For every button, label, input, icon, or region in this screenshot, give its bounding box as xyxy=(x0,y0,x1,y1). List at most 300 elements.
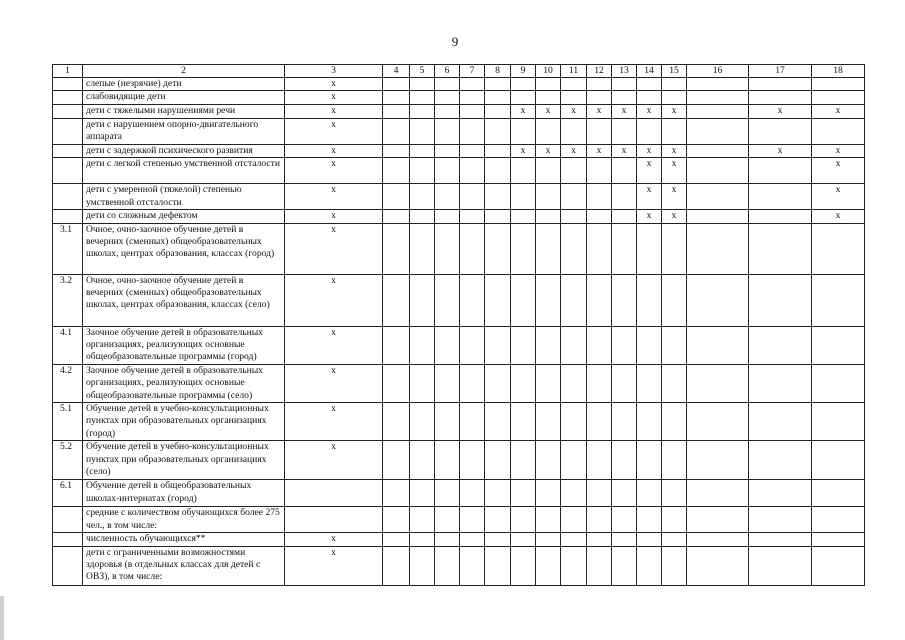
cell-col-6 xyxy=(435,78,460,91)
cell-col-4 xyxy=(383,210,410,223)
cell-col-5 xyxy=(410,533,435,546)
cell-col-15: x xyxy=(662,144,687,157)
cell-col-3: x xyxy=(285,104,383,118)
cell-col-17 xyxy=(749,78,812,91)
cell-col-15 xyxy=(662,441,687,480)
cell-col-16 xyxy=(687,507,749,533)
row-description: Очное, очно-заочное обучение детей в вечерних (сменных) общеобразовательных школах, центрах образования, классах (город) xyxy=(83,223,285,274)
column-header-4: 4 xyxy=(383,65,410,78)
cell-col-12 xyxy=(587,533,612,546)
cell-col-16 xyxy=(687,441,749,480)
cell-col-11 xyxy=(561,91,587,104)
cell-col-14: x xyxy=(637,158,662,184)
cell-col-8 xyxy=(485,184,511,210)
row-description: Очное, очно-заочное обучение детей в вечерних (сменных) общеобразовательных школах, центрах образования, классах (село) xyxy=(83,274,285,326)
cell-col-14 xyxy=(637,118,662,144)
cell-col-3: x xyxy=(285,91,383,104)
table-row xyxy=(53,78,865,91)
cell-col-18 xyxy=(812,546,865,585)
cell-col-12 xyxy=(587,223,612,274)
cell-col-18: x xyxy=(812,210,865,223)
cell-col-11 xyxy=(561,364,587,402)
cell-col-5 xyxy=(410,441,435,480)
table-row xyxy=(53,104,865,118)
cell-col-9 xyxy=(511,210,536,223)
cell-col-10 xyxy=(536,158,561,184)
cell-col-11 xyxy=(561,78,587,91)
cell-col-5 xyxy=(410,118,435,144)
cell-col-3: x xyxy=(285,533,383,546)
cell-col-15 xyxy=(662,118,687,144)
cell-col-8 xyxy=(485,78,511,91)
cell-col-16 xyxy=(687,78,749,91)
row-description: дети с тяжелыми нарушениями речи xyxy=(83,104,285,118)
cell-col-3: x xyxy=(285,326,383,364)
table-row xyxy=(53,364,865,402)
cell-col-14 xyxy=(637,326,662,364)
cell-col-13 xyxy=(612,223,637,274)
cell-col-10 xyxy=(536,223,561,274)
cell-col-10 xyxy=(536,480,561,507)
cell-col-16 xyxy=(687,403,749,441)
cell-col-4 xyxy=(383,533,410,546)
cell-col-14 xyxy=(637,223,662,274)
column-header-1: 1 xyxy=(53,65,83,78)
cell-col-5 xyxy=(410,78,435,91)
cell-col-16 xyxy=(687,480,749,507)
cell-col-8 xyxy=(485,546,511,585)
cell-col-5 xyxy=(410,364,435,402)
cell-col-8 xyxy=(485,441,511,480)
column-header-10: 10 xyxy=(536,65,561,78)
cell-col-16 xyxy=(687,118,749,144)
cell-col-5 xyxy=(410,480,435,507)
cell-col-9 xyxy=(511,184,536,210)
cell-col-5 xyxy=(410,158,435,184)
column-header-14: 14 xyxy=(637,65,662,78)
cell-col-8 xyxy=(485,118,511,144)
cell-col-10 xyxy=(536,210,561,223)
cell-col-17 xyxy=(749,118,812,144)
cell-col-7 xyxy=(460,223,485,274)
cell-col-18: x xyxy=(812,158,865,184)
cell-col-12 xyxy=(587,403,612,441)
cell-col-6 xyxy=(435,223,460,274)
cell-col-10: x xyxy=(536,144,561,157)
table-row xyxy=(53,533,865,546)
cell-col-10 xyxy=(536,507,561,533)
row-number xyxy=(53,184,83,210)
cell-col-16 xyxy=(687,91,749,104)
cell-col-6 xyxy=(435,274,460,326)
cell-col-6 xyxy=(435,403,460,441)
cell-col-13 xyxy=(612,91,637,104)
cell-col-3 xyxy=(285,507,383,533)
cell-col-15 xyxy=(662,326,687,364)
cell-col-13 xyxy=(612,441,637,480)
row-number xyxy=(53,104,83,118)
cell-col-8 xyxy=(485,158,511,184)
cell-col-14 xyxy=(637,480,662,507)
cell-col-3: x xyxy=(285,223,383,274)
cell-col-16 xyxy=(687,274,749,326)
cell-col-7 xyxy=(460,480,485,507)
cell-col-4 xyxy=(383,480,410,507)
cell-col-5 xyxy=(410,403,435,441)
cell-col-4 xyxy=(383,158,410,184)
cell-col-7 xyxy=(460,326,485,364)
cell-col-14 xyxy=(637,403,662,441)
table-row xyxy=(53,507,865,533)
row-number xyxy=(53,546,83,585)
cell-col-12 xyxy=(587,91,612,104)
row-number: 4.2 xyxy=(53,364,83,402)
cell-col-9 xyxy=(511,223,536,274)
cell-col-10 xyxy=(536,364,561,402)
cell-col-16 xyxy=(687,546,749,585)
cell-col-4 xyxy=(383,184,410,210)
cell-col-18 xyxy=(812,118,865,144)
cell-col-7 xyxy=(460,274,485,326)
cell-col-4 xyxy=(383,441,410,480)
cell-col-13 xyxy=(612,546,637,585)
cell-col-11 xyxy=(561,118,587,144)
table-row xyxy=(53,144,865,157)
cell-col-15: x xyxy=(662,158,687,184)
cell-col-9 xyxy=(511,441,536,480)
cell-col-4 xyxy=(383,507,410,533)
row-number: 5.2 xyxy=(53,441,83,480)
cell-col-17 xyxy=(749,364,812,402)
cell-col-18 xyxy=(812,274,865,326)
cell-col-9 xyxy=(511,78,536,91)
cell-col-18 xyxy=(812,533,865,546)
cell-col-14 xyxy=(637,546,662,585)
row-number: 3.2 xyxy=(53,274,83,326)
cell-col-13 xyxy=(612,158,637,184)
cell-col-9 xyxy=(511,158,536,184)
cell-col-3: x xyxy=(285,184,383,210)
cell-col-3: x xyxy=(285,441,383,480)
cell-col-8 xyxy=(485,104,511,118)
cell-col-15 xyxy=(662,91,687,104)
cell-col-15 xyxy=(662,223,687,274)
cell-col-6 xyxy=(435,144,460,157)
row-description: дети со сложным дефектом xyxy=(83,210,285,223)
cell-col-18 xyxy=(812,480,865,507)
cell-col-8 xyxy=(485,507,511,533)
cell-col-3: x xyxy=(285,364,383,402)
cell-col-14 xyxy=(637,507,662,533)
cell-col-9 xyxy=(511,326,536,364)
cell-col-12 xyxy=(587,274,612,326)
cell-col-6 xyxy=(435,507,460,533)
cell-col-6 xyxy=(435,91,460,104)
cell-col-9 xyxy=(511,91,536,104)
cell-col-18 xyxy=(812,78,865,91)
cell-col-4 xyxy=(383,223,410,274)
cell-col-15 xyxy=(662,78,687,91)
cell-col-8 xyxy=(485,91,511,104)
cell-col-16 xyxy=(687,210,749,223)
cell-col-9 xyxy=(511,546,536,585)
cell-col-16 xyxy=(687,223,749,274)
row-number: 6.1 xyxy=(53,480,83,507)
cell-col-18 xyxy=(812,364,865,402)
scan-edge-shadow xyxy=(0,596,4,640)
table-row xyxy=(53,184,865,210)
cell-col-9 xyxy=(511,403,536,441)
column-header-16: 16 xyxy=(687,65,749,78)
cell-col-18: x xyxy=(812,144,865,157)
cell-col-8 xyxy=(485,364,511,402)
row-number xyxy=(53,533,83,546)
row-description: дети с задержкой психического развития xyxy=(83,144,285,157)
table-row xyxy=(53,274,865,326)
cell-col-10: x xyxy=(536,104,561,118)
cell-col-12 xyxy=(587,158,612,184)
cell-col-7 xyxy=(460,364,485,402)
cell-col-5 xyxy=(410,210,435,223)
cell-col-18 xyxy=(812,403,865,441)
row-description: Заочное обучение детей в образовательных организациях, реализующих основные общеобразовательные программы (село) xyxy=(83,364,285,402)
cell-col-17: x xyxy=(749,144,812,157)
cell-col-15 xyxy=(662,507,687,533)
cell-col-7 xyxy=(460,91,485,104)
cell-col-14: x xyxy=(637,104,662,118)
cell-col-12: x xyxy=(587,144,612,157)
cell-col-6 xyxy=(435,184,460,210)
cell-col-16 xyxy=(687,326,749,364)
row-number xyxy=(53,210,83,223)
row-description: дети с легкой степенью умственной отсталости xyxy=(83,158,285,184)
cell-col-18 xyxy=(812,223,865,274)
cell-col-8 xyxy=(485,403,511,441)
cell-col-8 xyxy=(485,274,511,326)
cell-col-5 xyxy=(410,223,435,274)
cell-col-17 xyxy=(749,91,812,104)
cell-col-4 xyxy=(383,274,410,326)
cell-col-12 xyxy=(587,480,612,507)
cell-col-11 xyxy=(561,480,587,507)
cell-col-12 xyxy=(587,78,612,91)
cell-col-17 xyxy=(749,223,812,274)
row-description: Обучение детей в учебно-консультационных пунктах при образовательных организациях (село) xyxy=(83,441,285,480)
row-number: 3.1 xyxy=(53,223,83,274)
row-description: слабовидящие дети xyxy=(83,91,285,104)
cell-col-10 xyxy=(536,91,561,104)
cell-col-11 xyxy=(561,326,587,364)
cell-col-11: x xyxy=(561,104,587,118)
cell-col-7 xyxy=(460,78,485,91)
column-header-12: 12 xyxy=(587,65,612,78)
cell-col-5 xyxy=(410,326,435,364)
cell-col-7 xyxy=(460,118,485,144)
cell-col-11: x xyxy=(561,144,587,157)
row-description: численность обучающихся** xyxy=(83,533,285,546)
cell-col-14: x xyxy=(637,144,662,157)
cell-col-14 xyxy=(637,533,662,546)
cell-col-16 xyxy=(687,144,749,157)
cell-col-10 xyxy=(536,184,561,210)
cell-col-17 xyxy=(749,326,812,364)
cell-col-3: x xyxy=(285,144,383,157)
table-row xyxy=(53,441,865,480)
cell-col-5 xyxy=(410,91,435,104)
cell-col-6 xyxy=(435,104,460,118)
cell-col-4 xyxy=(383,118,410,144)
table-row xyxy=(53,223,865,274)
cell-col-12: x xyxy=(587,104,612,118)
cell-col-13: x xyxy=(612,104,637,118)
cell-col-8 xyxy=(485,223,511,274)
cell-col-6 xyxy=(435,546,460,585)
column-header-2: 2 xyxy=(83,65,285,78)
row-number xyxy=(53,91,83,104)
cell-col-9 xyxy=(511,364,536,402)
cell-col-11 xyxy=(561,184,587,210)
cell-col-13 xyxy=(612,533,637,546)
cell-col-18: x xyxy=(812,184,865,210)
cell-col-11 xyxy=(561,210,587,223)
cell-col-14 xyxy=(637,274,662,326)
table-row xyxy=(53,403,865,441)
table-row xyxy=(53,118,865,144)
cell-col-17 xyxy=(749,480,812,507)
row-description: Заочное обучение детей в образовательных организациях, реализующих основные общеобразовательные программы (город) xyxy=(83,326,285,364)
cell-col-15 xyxy=(662,480,687,507)
cell-col-13 xyxy=(612,403,637,441)
cell-col-11 xyxy=(561,507,587,533)
cell-col-10 xyxy=(536,533,561,546)
cell-col-3: x xyxy=(285,546,383,585)
cell-col-18 xyxy=(812,441,865,480)
cell-col-17 xyxy=(749,533,812,546)
cell-col-7 xyxy=(460,507,485,533)
cell-col-3: x xyxy=(285,158,383,184)
cell-col-10 xyxy=(536,274,561,326)
cell-col-14: x xyxy=(637,184,662,210)
cell-col-11 xyxy=(561,158,587,184)
cell-col-14 xyxy=(637,441,662,480)
cell-col-15: x xyxy=(662,104,687,118)
cell-col-9 xyxy=(511,480,536,507)
row-number: 5.1 xyxy=(53,403,83,441)
cell-col-16 xyxy=(687,184,749,210)
cell-col-6 xyxy=(435,326,460,364)
cell-col-16 xyxy=(687,104,749,118)
cell-col-15 xyxy=(662,546,687,585)
cell-col-5 xyxy=(410,184,435,210)
cell-col-4 xyxy=(383,364,410,402)
cell-col-12 xyxy=(587,326,612,364)
row-number xyxy=(53,144,83,157)
column-header-9: 9 xyxy=(511,65,536,78)
cell-col-13 xyxy=(612,184,637,210)
cell-col-8 xyxy=(485,480,511,507)
cell-col-17 xyxy=(749,403,812,441)
table-row xyxy=(53,210,865,223)
row-number xyxy=(53,507,83,533)
cell-col-18 xyxy=(812,507,865,533)
column-header-15: 15 xyxy=(662,65,687,78)
cell-col-18: x xyxy=(812,104,865,118)
cell-col-6 xyxy=(435,118,460,144)
cell-col-17 xyxy=(749,158,812,184)
cell-col-14: x xyxy=(637,210,662,223)
cell-col-4 xyxy=(383,403,410,441)
row-number xyxy=(53,158,83,184)
row-number xyxy=(53,118,83,144)
cell-col-15 xyxy=(662,274,687,326)
cell-col-13 xyxy=(612,364,637,402)
cell-col-9: x xyxy=(511,104,536,118)
column-header-8: 8 xyxy=(485,65,511,78)
cell-col-15 xyxy=(662,533,687,546)
row-description: слепые (незрячие) дети xyxy=(83,78,285,91)
cell-col-12 xyxy=(587,364,612,402)
cell-col-13 xyxy=(612,326,637,364)
cell-col-17 xyxy=(749,184,812,210)
column-header-17: 17 xyxy=(749,65,812,78)
cell-col-12 xyxy=(587,118,612,144)
cell-col-13 xyxy=(612,507,637,533)
cell-col-12 xyxy=(587,546,612,585)
cell-col-12 xyxy=(587,507,612,533)
cell-col-13: x xyxy=(612,144,637,157)
cell-col-17: x xyxy=(749,104,812,118)
cell-col-5 xyxy=(410,104,435,118)
cell-col-3: x xyxy=(285,210,383,223)
cell-col-13 xyxy=(612,118,637,144)
cell-col-9 xyxy=(511,507,536,533)
cell-col-11 xyxy=(561,533,587,546)
cell-col-10 xyxy=(536,78,561,91)
cell-col-10 xyxy=(536,403,561,441)
row-number: 4.1 xyxy=(53,326,83,364)
cell-col-3: x xyxy=(285,274,383,326)
cell-col-15 xyxy=(662,403,687,441)
cell-col-13 xyxy=(612,78,637,91)
cell-col-3: x xyxy=(285,403,383,441)
cell-col-18 xyxy=(812,326,865,364)
cell-col-6 xyxy=(435,533,460,546)
cell-col-12 xyxy=(587,184,612,210)
cell-col-3 xyxy=(285,480,383,507)
cell-col-6 xyxy=(435,480,460,507)
column-header-7: 7 xyxy=(460,65,485,78)
cell-col-16 xyxy=(687,158,749,184)
column-header-5: 5 xyxy=(410,65,435,78)
cell-col-17 xyxy=(749,507,812,533)
cell-col-11 xyxy=(561,223,587,274)
row-description: дети с умеренной (тяжелой) степенью умственной отсталости xyxy=(83,184,285,210)
cell-col-15: x xyxy=(662,184,687,210)
cell-col-18 xyxy=(812,91,865,104)
cell-col-8 xyxy=(485,326,511,364)
cell-col-8 xyxy=(485,210,511,223)
cell-col-7 xyxy=(460,184,485,210)
cell-col-4 xyxy=(383,326,410,364)
cell-col-11 xyxy=(561,546,587,585)
column-header-3: 3 xyxy=(285,65,383,78)
cell-col-13 xyxy=(612,210,637,223)
cell-col-14 xyxy=(637,91,662,104)
cell-col-17 xyxy=(749,210,812,223)
cell-col-11 xyxy=(561,441,587,480)
cell-col-10 xyxy=(536,441,561,480)
table-row xyxy=(53,158,865,184)
